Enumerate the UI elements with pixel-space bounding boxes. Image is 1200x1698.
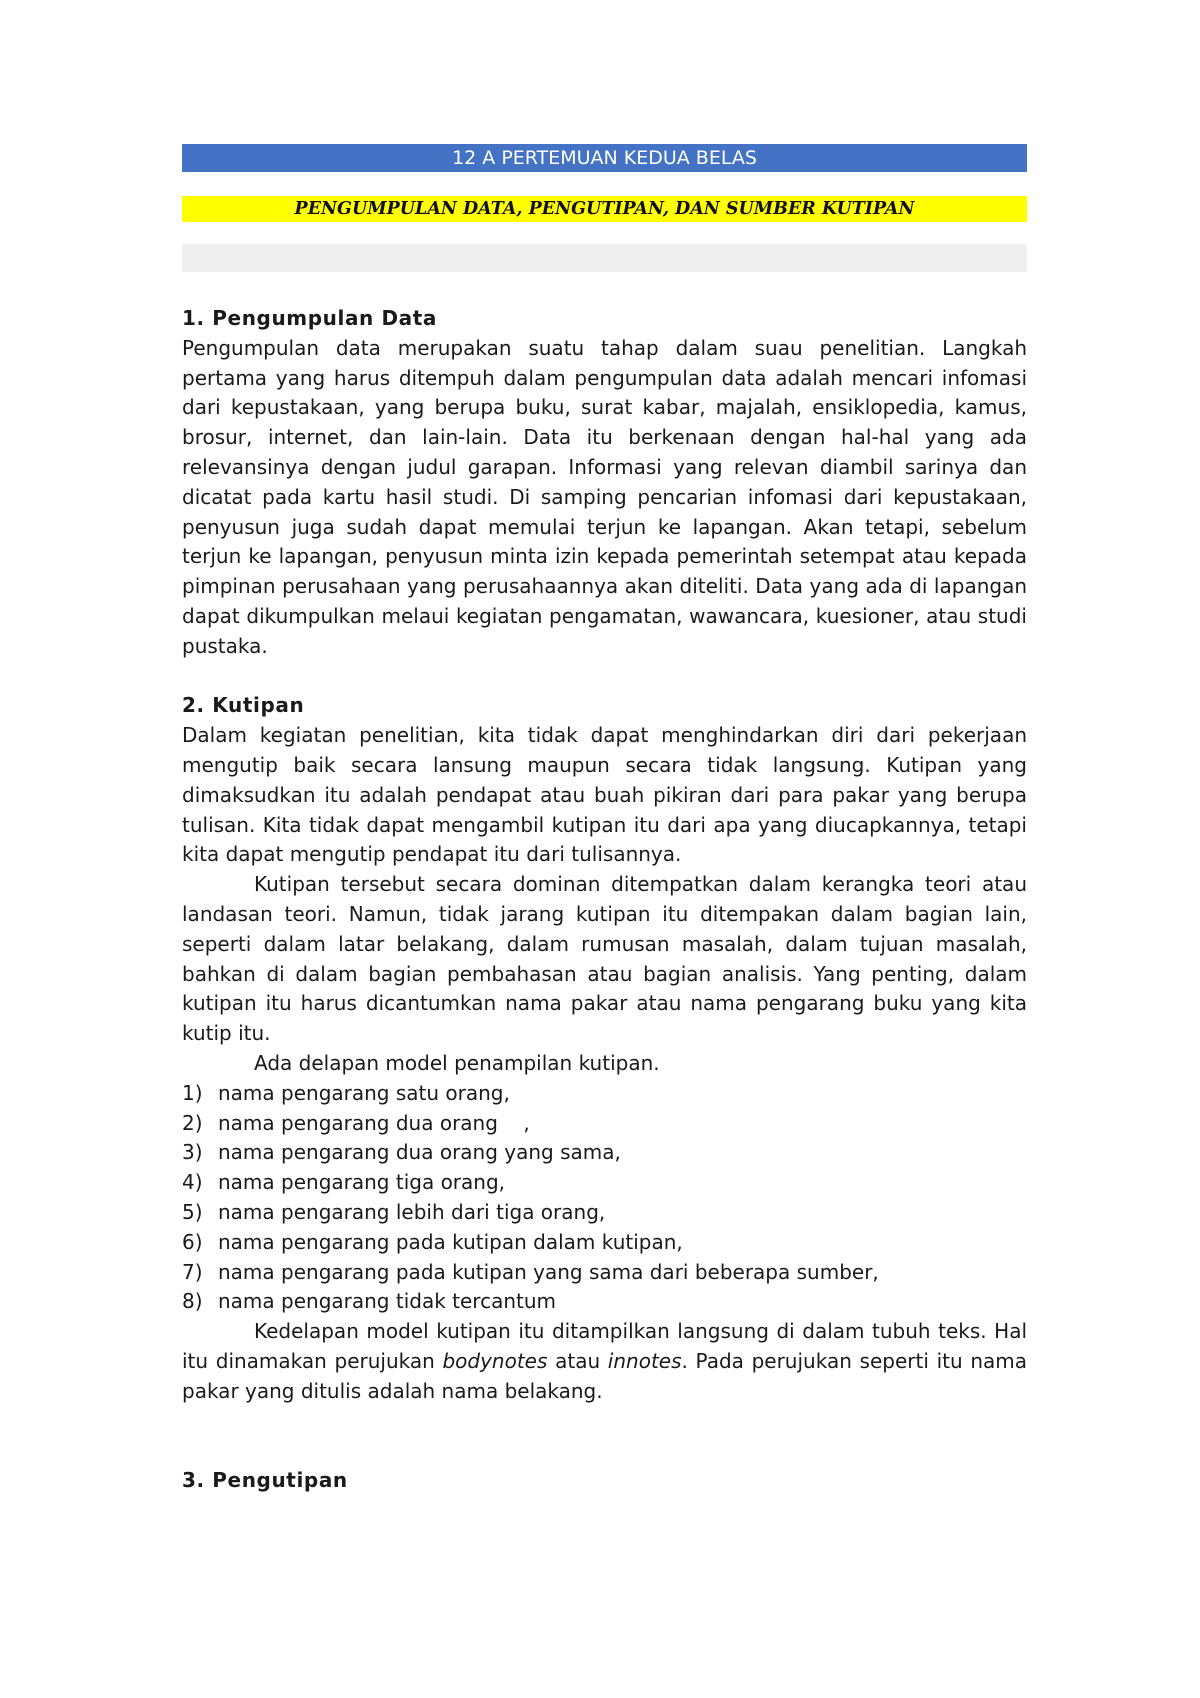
document-body (182, 304, 1027, 1496)
term-innotes: innotes (607, 1348, 682, 1373)
section-1-heading: 1. Pengumpulan Data (182, 306, 437, 330)
list-text: nama pengarang satu orang, (218, 1080, 510, 1105)
list-text: nama pengarang lebih dari tiga orang, (218, 1199, 606, 1224)
list-text: nama pengarang tiga orang, (218, 1170, 506, 1195)
list-number: 4) (182, 1170, 203, 1195)
list-number: 3) (182, 1140, 203, 1165)
list-item (182, 1258, 1027, 1288)
list-item (182, 1168, 1027, 1198)
list-number: 5) (182, 1199, 203, 1224)
list-item (182, 1228, 1027, 1258)
section-2-heading: 2. Kutipan (182, 693, 305, 718)
paragraph-text: . Pada perujukan seperti itu nama pakar yang ditulis adalah nama belakang. (182, 1348, 1027, 1403)
list-number: 2) (182, 1110, 203, 1135)
term-bodynotes: bodynotes (442, 1348, 548, 1373)
list-item (182, 1079, 1027, 1109)
section-3-heading: 3. Pengutipan (182, 1468, 348, 1493)
topic-title-band: PENGUMPULAN DATA, PENGUTIPAN, DAN SUMBER KUTIPAN (182, 196, 1027, 222)
section-2-paragraph-1: Dalam kegiatan penelitian, kita tidak dapat menghindarkan diri dari pekerjaan mengutip baik secara lansung maupun secara tidak langsung. Kutipan yang dimaksudkan itu adalah pendapat atau buah pikiran dari para pakar yang berupa tulisan. Kita tidak dapat mengambil kutipan itu dari apa yang diucapkannya, tetapi kita dapat mengutip pendapat itu dari tulisannya. (182, 723, 1027, 867)
list-item (182, 1138, 1027, 1168)
spacer (182, 662, 1027, 692)
list-text: nama pengarang tidak tercantum (218, 1289, 557, 1314)
section-2-paragraph-2: Kutipan tersebut secara dominan ditempatkan dalam kerangka teori atau landasan teori. Namun, tidak jarang kutipan itu ditempakan dalam bagian lain, seperti dalam latar belakang, dalam rumusan masalah, dalam tujuan masalah, bahkan di dalam bagian pembahasan atau bagian analisis. Yang penting, dalam kutipan itu harus dicantumkan nama pakar atau nama pengarang buku yang kita kutip itu. (182, 872, 1027, 1046)
list-text: nama pengarang pada kutipan yang sama dari beberapa sumber, (218, 1259, 879, 1284)
meeting-title-band: 12 A PERTEMUAN KEDUA BELAS (182, 144, 1027, 172)
paragraph-text: atau (547, 1348, 608, 1373)
section-2-paragraph-4 (182, 1317, 1027, 1406)
citation-model-list (182, 1079, 1027, 1317)
list-text: nama pengarang dua orang , (218, 1110, 530, 1135)
spacer (182, 1406, 1027, 1466)
list-item (182, 1109, 1027, 1139)
list-item (182, 1287, 1027, 1317)
list-item (182, 1198, 1027, 1228)
paragraph-text: Kedelapan model kutipan itu ditampilkan langsung di dalam tubuh teks. Hal itu dinamakan perujukan (182, 1319, 1027, 1373)
section-2-paragraph-3: Ada delapan model penampilan kutipan. (254, 1050, 660, 1075)
section-1-paragraph: Pengumpulan data merupakan suatu tahap dalam suau penelitian. Langkah pertama yang harus ditempuh dalam pengumpulan data adalah mencari infomasi dari kepustakaan, yang berupa buku, surat kabar, majalah, ensiklopedia, kamus, brosur, internet, dan lain-lain. Data itu berkenaan dengan hal-hal yang ada relevansinya dengan judul garapan. Informasi yang relevan diambil sarinya dan dicatat pada kartu hasil studi. Di samping pencarian infomasi dari kepustakaan, penyusun juga sudah dapat memulai terjun ke lapangan. Akan tetapi, sebelum terjun ke lapangan, penyusun minta izin kepada pemerintah setempat atau kepada pimpinan perusahaan yang perusahaannya akan diteliti. Data yang ada di lapangan dapat dikumpulkan melaui kegiatan pengamatan, wawancara, kuesioner, atau studi pustaka. (182, 335, 1027, 658)
list-number: 7) (182, 1259, 203, 1284)
empty-band (182, 244, 1027, 272)
list-text: nama pengarang pada kutipan dalam kutipan, (218, 1229, 683, 1254)
list-number: 6) (182, 1229, 203, 1254)
list-number: 1) (182, 1080, 203, 1105)
list-number: 8) (182, 1289, 203, 1314)
list-text: nama pengarang dua orang yang sama, (218, 1140, 621, 1165)
